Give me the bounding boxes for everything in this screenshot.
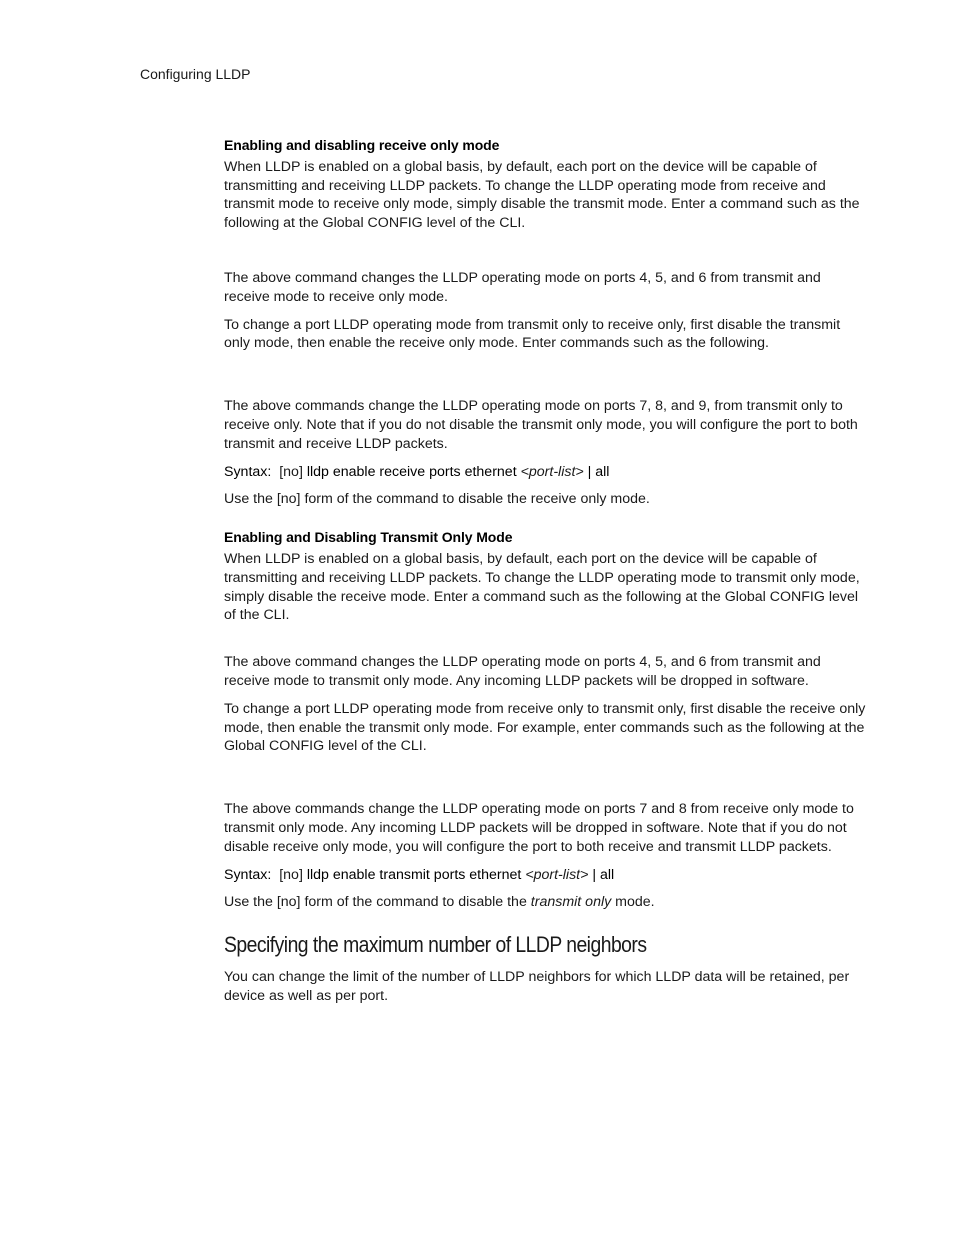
code-example-space xyxy=(224,353,870,397)
paragraph: The above command changes the LLDP operating mode on ports 4, 5, and 6 from transmit and receive mode to receive only mode. xyxy=(224,269,821,305)
document-body xyxy=(224,136,870,1006)
code-example-space xyxy=(224,756,870,800)
paragraph: The above commands change the LLDP operating mode on ports 7 and 8 from receive only mode to transmit only mode. Any incoming LLDP packets will be dropped in software. Note that if you do not disable receive only mode, you will configure the port to both receive and transmit LLDP packets. xyxy=(224,801,854,855)
syntax-line: Syntax: [no] lldp enable transmit ports ethernet <port-list> | all xyxy=(224,866,615,883)
paragraph: To change a port LLDP operating mode from transmit only to receive only, first disable the transmit only mode, then enable the receive only mode. Enter commands such as the following. xyxy=(224,316,841,352)
section-heading: Enabling and Disabling Transmit Only Mode xyxy=(224,529,513,546)
paragraph: You can change the limit of the number of LLDP neighbors for which LLDP data will be retained, per device as well as per port. xyxy=(224,968,850,1004)
paragraph: Use the [no] form of the command to disable the transmit only mode. xyxy=(224,894,655,911)
paragraph: When LLDP is enabled on a global basis, by default, each port on the device will be capable of transmitting and receiving LLDP packets. To change the LLDP operating mode from receive and transmit mode to receive only mode, simply disable the transmit mode. Enter a command such as the following at the Global CONFIG level of the CLI. xyxy=(224,158,860,232)
paragraph: The above commands change the LLDP operating mode on ports 7, 8, and 9, from transmit only to receive only. Note that if you do not disable the transmit only mode, you will configure the port to both transmit and receive LLDP packets. xyxy=(224,398,858,452)
main-heading: Specifying the maximum number of LLDP neighbors xyxy=(224,932,647,958)
paragraph: The above command changes the LLDP operating mode on ports 4, 5, and 6 from transmit and receive mode to transmit only mode. Any incoming LLDP packets will be dropped in software. xyxy=(224,654,821,689)
paragraph: Use the [no] form of the command to disable the receive only mode. xyxy=(224,491,650,508)
syntax-line: Syntax: [no] lldp enable receive ports ethernet <port-list> | all xyxy=(224,463,610,480)
section-heading: Enabling and disabling receive only mode xyxy=(224,137,500,153)
paragraph: When LLDP is enabled on a global basis, by default, each port on the device will be capable of transmitting and receiving LLDP packets. To change the LLDP operating mode to transmit only mode, simply disable the receive mode. Enter a command such as the following at the Global CONFIG level of the CLI. xyxy=(224,550,860,624)
page-header: Configuring LLDP xyxy=(140,66,251,82)
code-example-space xyxy=(224,233,870,269)
code-example-space xyxy=(224,625,870,653)
paragraph: To change a port LLDP operating mode from receive only to transmit only, first disable the receive only mode, then enable the transmit only mode. For example, enter commands such as the following at the Global CONFIG level of the CLI. xyxy=(224,700,866,755)
